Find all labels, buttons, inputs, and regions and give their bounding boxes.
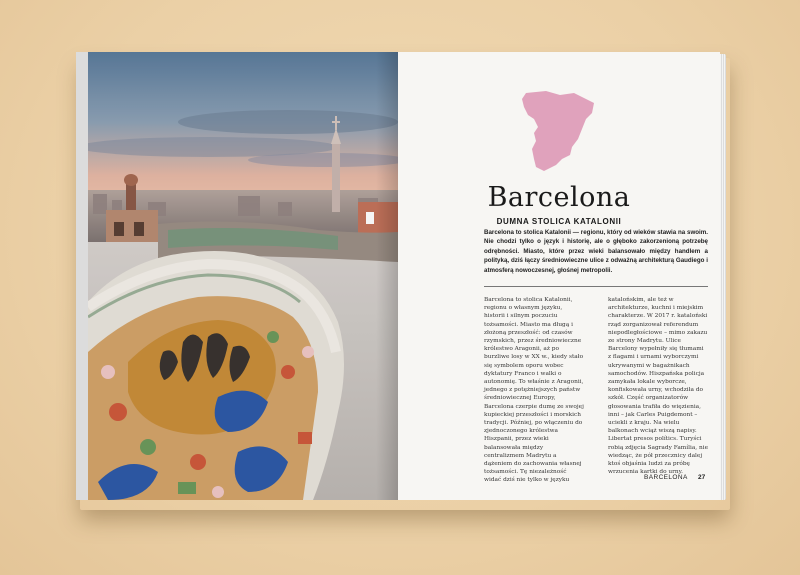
page-subtitle: DUMNA STOLICA KATALONII: [496, 217, 622, 226]
body-column-2: [608, 296, 708, 476]
body-text-col1: Barcelona to stolica Katalonii, regionu o własnym języku, historii i silnym poczuciu tożsamości. Miasto ma długą i złożoną przeszłość: od czasów rzymskich, przez średniowieczne królestwo Aragonii, aż po burzliwe losy w XX w., kiedy stało się symbolem oporu wobec dyktatury Franco i walki o autonomię. To właśnie z Aragonii, jednego z potężniejszych państw średniowiecznej Europy, Barcelona czerpie dumę ze swojej kupieckiej przeszłości i morskich tradycji. Później, po włączeniu do zjednoczonego królestwa Hiszpanii, przez wieki balansowała między centralizmem Madrytu a dążeniem do zachowania własnej tożsamości. Tę niezależność widać dziś nie tylko w języku: [484, 297, 584, 484]
page-title: Barcelona: [487, 182, 631, 213]
page-number: 27: [698, 474, 706, 481]
body-text-col2: katalońskim, ale też w architekturze, kuchni i miejskim charakterze. W 2017 r. kataloński rząd zorganizował referendum niepodległościowe – mimo zakazu ze strony Madrytu. Ulice Barcelony wypełniły się tłumami z flagami i urnami wyborczymi ukrywanymi w bagażnikach samochodów. Hiszpańska policja zamykała lokale wyborcze, konfiskowała urny, wchodziła do szkół. Część organizatorów głosowania trafiła do więzienia, inni – jak Carles Puigdemont – uciekli z kraju. Na wielu balkonach wciąż wiszą napisy. Libertat presos polítics. Turyści robią zdjęcia Sagrady Família, nie wiedząc, że pół przecznicy dalej ktoś objaśnia ludzi za próbę wrzucenia kartki do urny.: [608, 297, 709, 476]
body-column-1: [484, 296, 584, 485]
running-footer: BARCELONA: [644, 474, 688, 481]
lead-paragraph: Barcelona to stolica Katalonii — regionu, który od wieków stawia na swoim. Nie chodzi tylko o język i historię, ale o głęboko zakorzenioną potrzebę odrębności. Miasto, które przez wieki balansowało między handlem a polityką, dziś łączy średniowieczne ulice z odważną architekturą Gaudiego i atmosferą nowoczesnej, głośnej metropolii.: [484, 229, 708, 274]
divider-line: [484, 286, 708, 287]
park-guell-photo: [88, 52, 398, 500]
open-book: [76, 52, 720, 500]
right-page: [398, 52, 720, 500]
spain-map-icon: [520, 89, 600, 173]
left-page: [76, 52, 398, 500]
